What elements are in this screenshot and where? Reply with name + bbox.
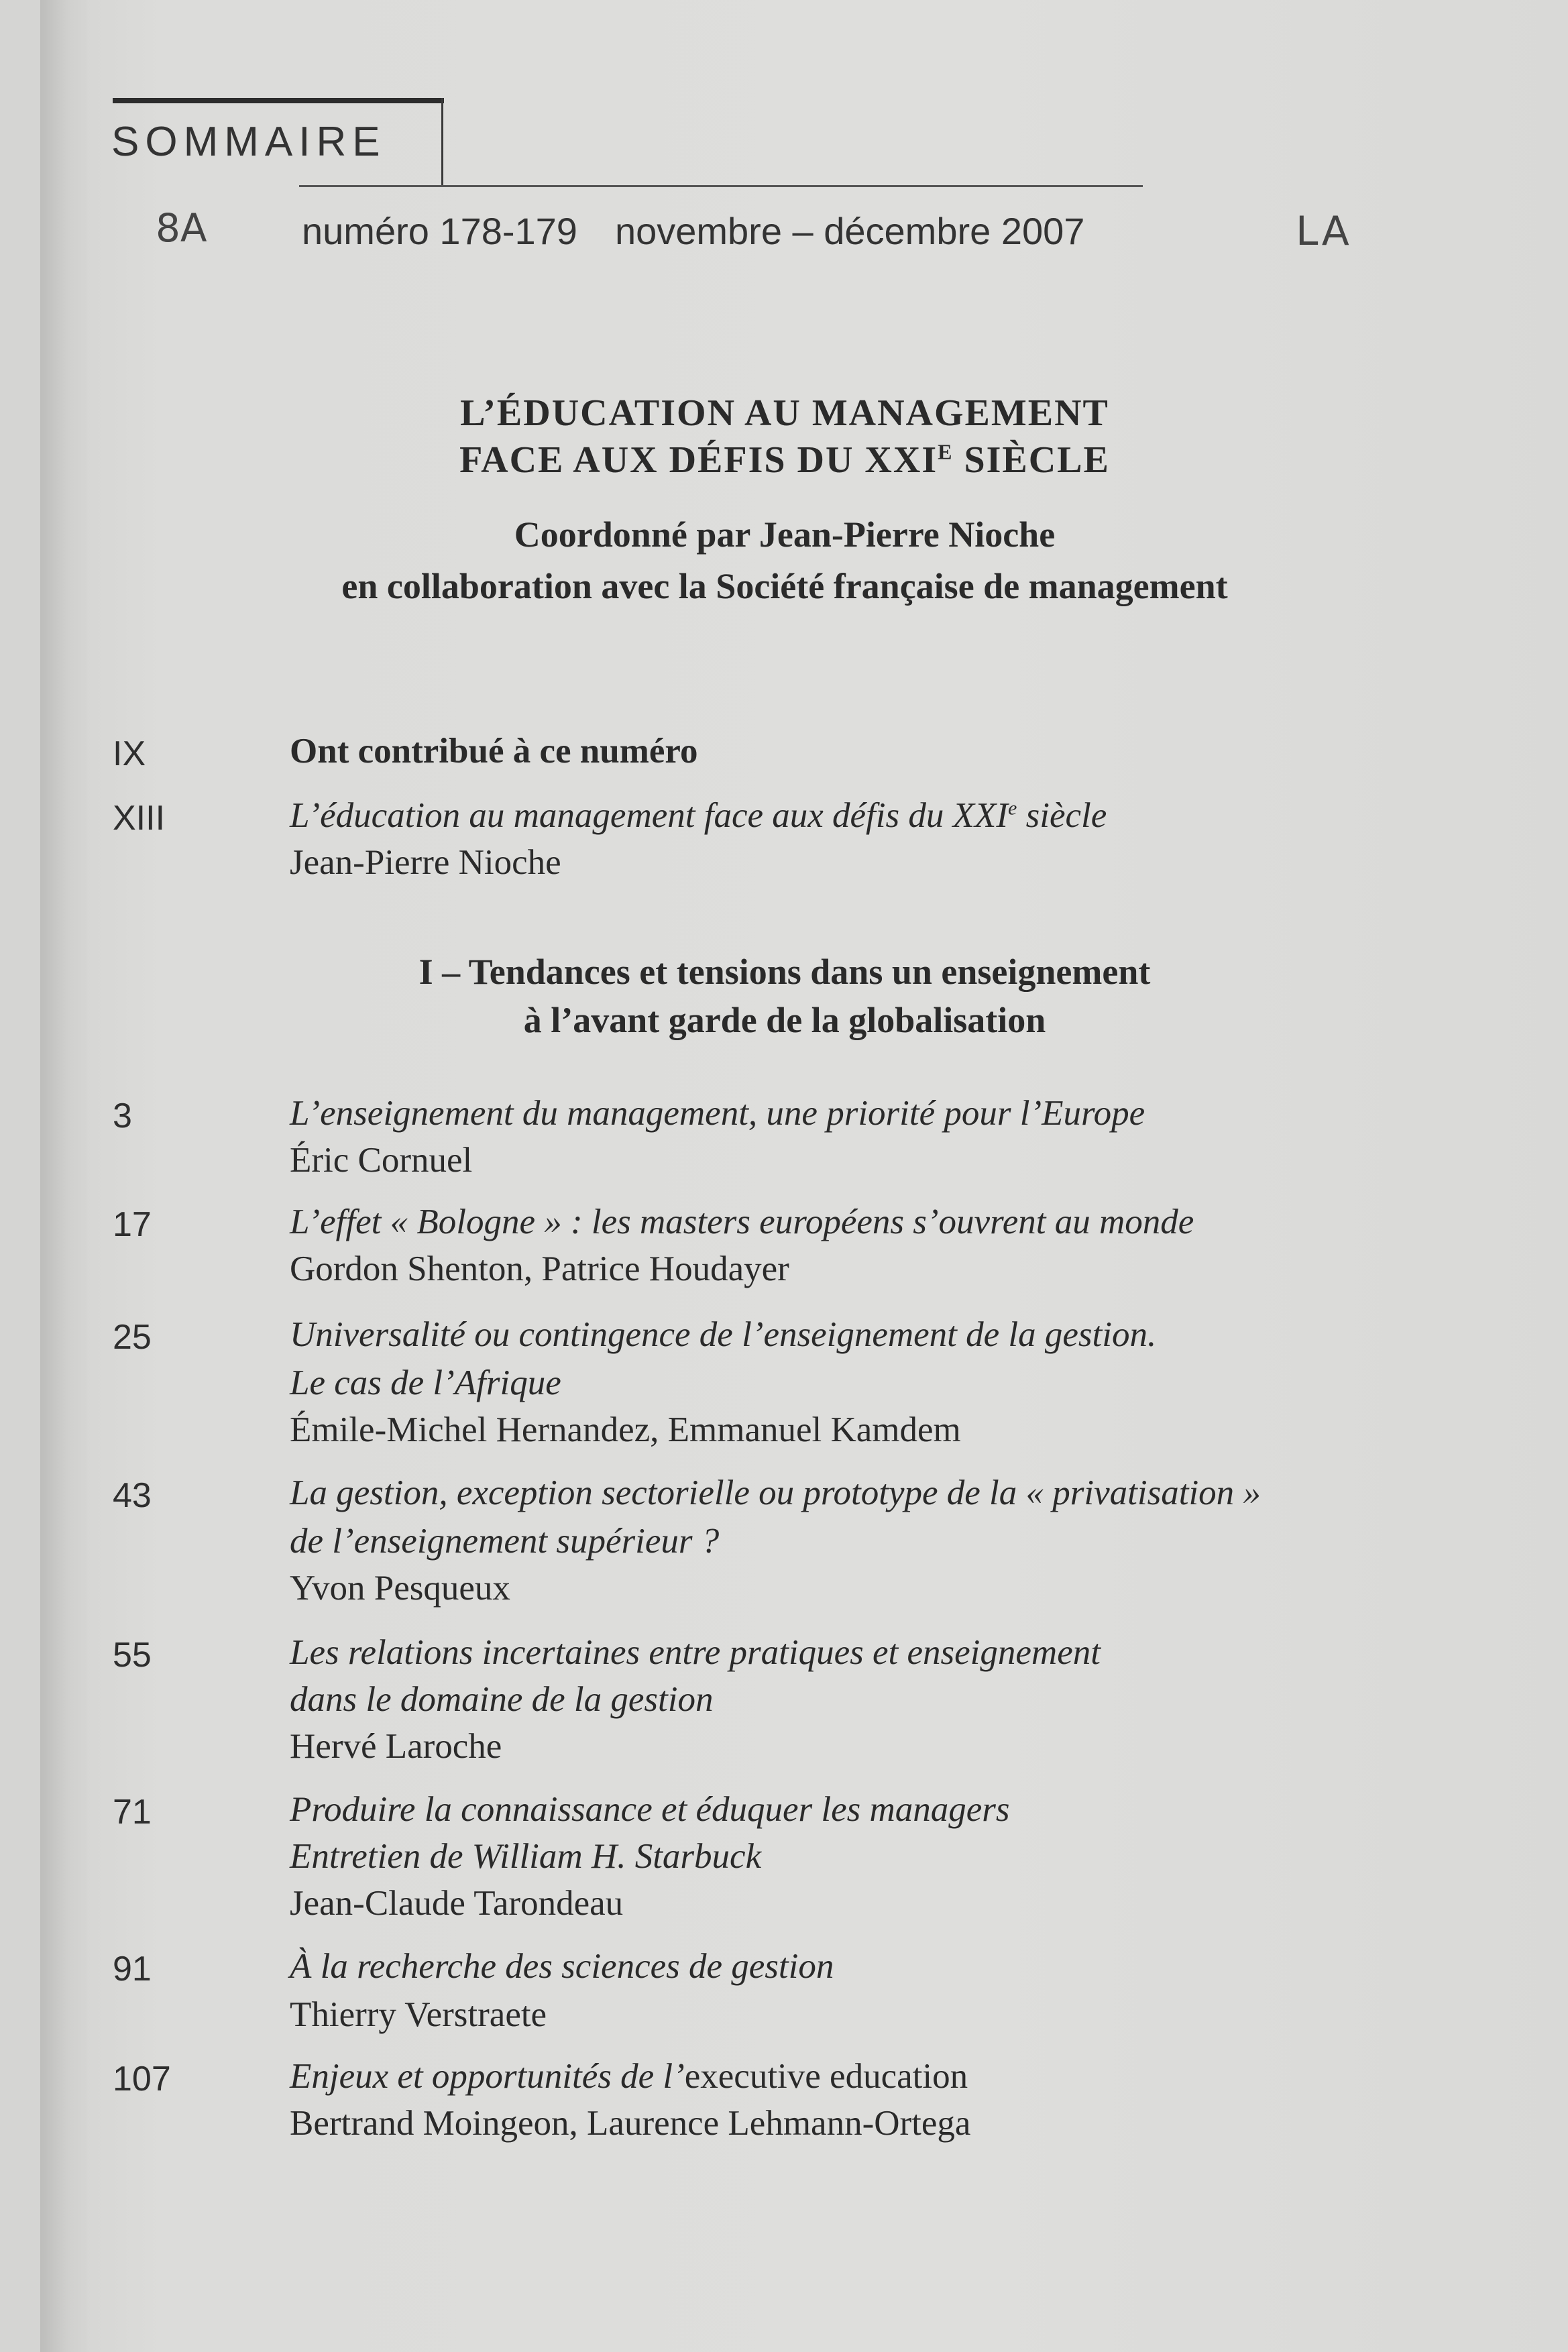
toc-entry-title: L’éducation au management face aux défis du XXIe siècle xyxy=(290,796,1107,835)
toc-entry-title: Enjeux et opportunités de l’executive education xyxy=(290,2057,968,2096)
handwritten-note-right: LA xyxy=(1296,208,1352,255)
toc-entry-title: Les relations incertaines entre pratiques et enseignement xyxy=(290,1633,1101,1672)
section-heading-line-2: à l’avant garde de la globalisation xyxy=(523,1000,1046,1040)
toc-entry-author: Thierry Verstraete xyxy=(290,1995,547,2034)
toc-entry-title: La gestion, exception sectorielle ou prototype de la « privatisation » xyxy=(290,1473,1261,1512)
toc-entry-title-continued: de l’enseignement supérieur ? xyxy=(290,1522,720,1561)
book-binding-shadow xyxy=(40,0,87,2352)
collaboration-line: en collaboration avec la Société française de management xyxy=(341,566,1228,606)
header-rule-vertical xyxy=(441,98,443,186)
issue-line xyxy=(302,209,1084,253)
toc-entry-contributors: Ont contribué à ce numéro xyxy=(290,732,698,771)
toc-entry-author: Émile-Michel Hernandez, Emmanuel Kamdem xyxy=(290,1410,961,1449)
toc-entry-author: Gordon Shenton, Patrice Houdayer xyxy=(290,1249,789,1288)
toc-entry-title: Universalité ou contingence de l’enseignement de la gestion. xyxy=(290,1315,1157,1354)
issue-title-line-1: L’ÉDUCATION AU MANAGEMENT xyxy=(460,392,1109,434)
toc-entry-title: L’enseignement du management, une priorité pour l’Europe xyxy=(290,1094,1145,1133)
toc-page-number: 17 xyxy=(113,1205,152,1244)
issue-number: numéro 178-179 xyxy=(302,210,577,252)
toc-entry-title: À la recherche des sciences de gestion xyxy=(290,1947,834,1986)
toc-entry-author: Yvon Pesqueux xyxy=(290,1569,510,1608)
issue-title-line-2: FACE AUX DÉFIS DU $XXI^E$ SIÈCLE xyxy=(459,439,1110,481)
toc-entry-author: Bertrand Moingeon, Laurence Lehmann-Ortega xyxy=(290,2104,971,2143)
toc-page-number: 25 xyxy=(113,1318,152,1357)
toc-page-number: 107 xyxy=(113,2060,171,2098)
toc-entry-title-continued: Entretien de William H. Starbuck xyxy=(290,1837,762,1876)
header-rule xyxy=(113,98,444,103)
section-heading-line-1: I – Tendances et tensions dans un enseignement xyxy=(418,952,1151,992)
handwritten-note-left: 8A xyxy=(156,205,207,251)
coordinator-line: Coordonné par Jean-Pierre Nioche xyxy=(514,514,1056,555)
toc-page-number: 71 xyxy=(113,1793,152,1832)
toc-entry-author: Hervé Laroche xyxy=(290,1727,502,1766)
toc-entry-title-continued: dans le domaine de la gestion xyxy=(290,1680,714,1719)
toc-page-number: 91 xyxy=(113,1950,152,1989)
header-underline xyxy=(299,185,1143,187)
issue-date: novembre – décembre 2007 xyxy=(614,210,1085,252)
toc-page-number: 43 xyxy=(113,1476,152,1515)
page xyxy=(40,0,1568,2352)
toc-page-number: 3 xyxy=(113,1097,132,1135)
toc-entry-title: Produire la connaissance et éduquer les managers xyxy=(290,1790,1010,1829)
section-label-sommaire: SOMMAIRE xyxy=(111,119,386,165)
toc-page-number: XIII xyxy=(113,799,166,838)
toc-entry-author: Jean-Claude Tarondeau xyxy=(290,1884,624,1923)
toc-page-number: 55 xyxy=(113,1636,152,1675)
toc-entry-title-continued: Le cas de l’Afrique xyxy=(290,1363,561,1402)
toc-entry-title: L’effet « Bologne » : les masters européens s’ouvrent au monde xyxy=(290,1202,1194,1241)
toc-page-number: IX xyxy=(113,734,146,773)
toc-entry-author: Jean-Pierre Nioche xyxy=(290,843,561,882)
toc-entry-author: Éric Cornuel xyxy=(290,1141,473,1180)
